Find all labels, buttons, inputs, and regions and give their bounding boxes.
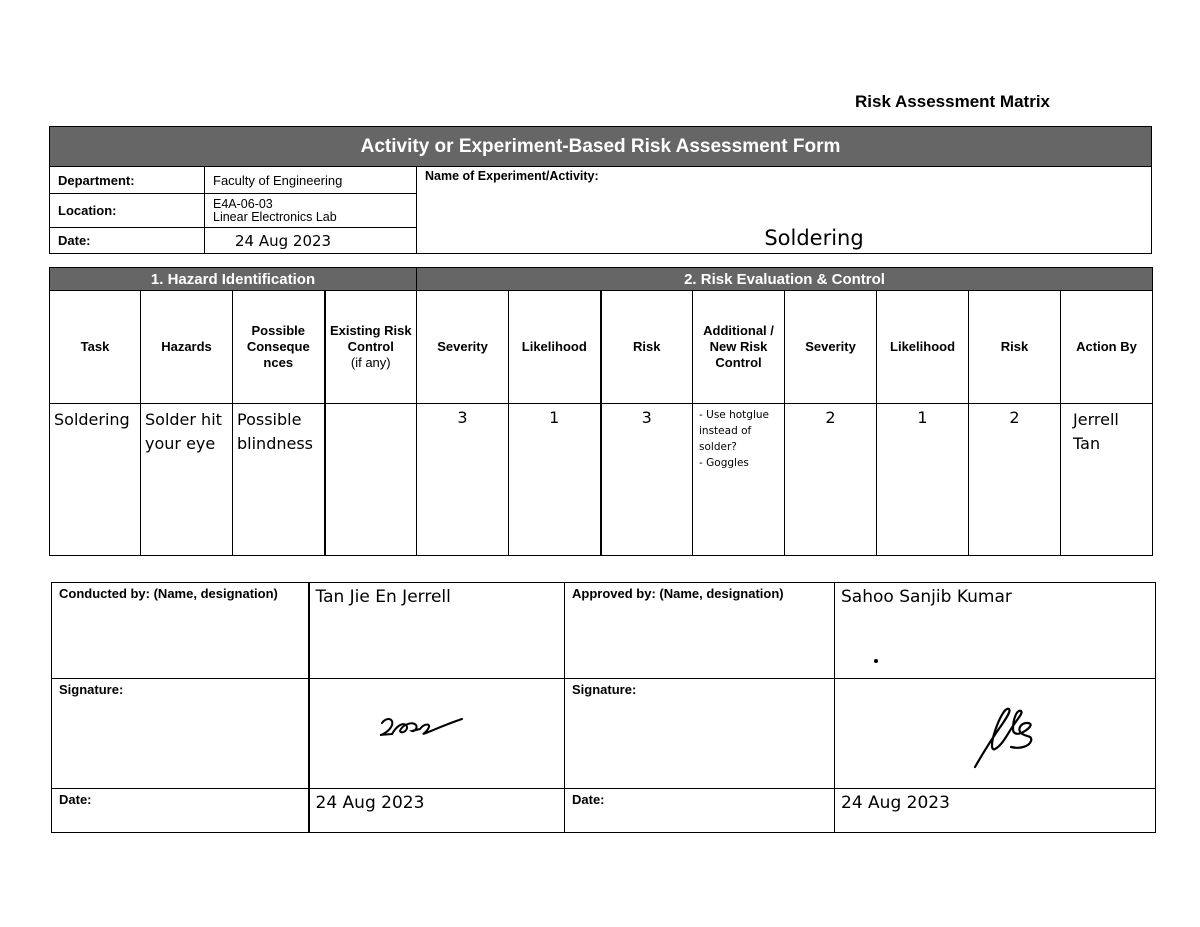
approved-by-value: Sahoo Sanjib Kumar [841, 587, 1012, 607]
header-likelihood-1: Likelihood [509, 291, 601, 404]
header-additional-control: Additional / New Risk Control [693, 291, 785, 404]
row-hazards: Solder hit your eye [145, 410, 222, 453]
form-meta [50, 167, 417, 253]
signoff-table [51, 582, 1156, 833]
row-additional-control [693, 404, 784, 474]
approved-signature-image [969, 701, 1041, 773]
row-existing-control [326, 404, 417, 408]
conducted-signature-image [376, 713, 468, 743]
experiment-cell [417, 167, 1151, 253]
location-label: Location: [50, 194, 205, 227]
department-value: Faculty of Engineering [213, 172, 343, 188]
ink-dot [874, 659, 878, 663]
table-row [50, 404, 1153, 556]
additional-control-item-2: - Goggles [699, 457, 749, 469]
additional-control-item-1: - Use hotglue instead of solder? [699, 409, 769, 453]
header-likelihood-2: Likelihood [877, 291, 969, 404]
row-risk-1: 3 [641, 408, 652, 427]
row-risk-2: 2 [1009, 408, 1020, 427]
header-existing-control [325, 291, 417, 404]
department-label: Department: [50, 167, 205, 193]
date-label-left: Date: [59, 792, 92, 807]
existing-control-note: (if any) [350, 355, 391, 370]
date-value-left: 24 Aug 2023 [315, 793, 425, 813]
row-task: Soldering [54, 410, 130, 429]
approved-by-label: Approved by: (Name, designation) [572, 586, 784, 601]
conducted-by-label: Conducted by: (Name, designation) [59, 586, 278, 601]
conducted-by-value: Tan Jie En Jerrell [315, 587, 451, 607]
signature-cell-conducted [309, 679, 565, 789]
header-hazards: Hazards [141, 291, 233, 404]
row-likelihood-1: 1 [549, 408, 560, 427]
experiment-label: Name of Experiment/Activity: [425, 169, 599, 183]
signature-cell-approved [835, 679, 1156, 789]
date-label: Date: [50, 228, 205, 253]
date-row [50, 228, 416, 253]
date-value-right: 24 Aug 2023 [841, 793, 950, 813]
form-header [49, 126, 1152, 254]
section-hazard-identification: 1. Hazard Identification [50, 268, 417, 291]
date-value: 24 Aug 2023 [235, 231, 332, 250]
row-action-by: Jerrell Tan [1073, 410, 1119, 453]
form-title: Activity or Experiment-Based Risk Assessment Form [50, 127, 1151, 167]
header-severity-1: Severity [417, 291, 509, 404]
row-severity-1: 3 [457, 408, 468, 427]
location-value [205, 194, 416, 227]
header-risk-2: Risk [969, 291, 1061, 404]
row-consequences: Possible blindness [237, 410, 313, 453]
header-consequences: Possible Conseque nces [233, 291, 325, 404]
header-action-by: Action By [1061, 291, 1153, 404]
header-risk-1: Risk [601, 291, 693, 404]
section-risk-evaluation: 2. Risk Evaluation & Control [417, 268, 1153, 291]
signature-label-left: Signature: [59, 682, 124, 697]
risk-table [49, 267, 1153, 556]
signature-label-right: Signature: [572, 682, 637, 697]
document-title: Risk Assessment Matrix [855, 92, 1050, 111]
location-row [50, 194, 416, 228]
header-task: Task [50, 291, 141, 404]
location-room: E4A-06-03 [213, 196, 273, 211]
experiment-value: Soldering [764, 226, 864, 250]
department-row [50, 167, 416, 194]
header-severity-2: Severity [785, 291, 877, 404]
row-likelihood-2: 1 [917, 408, 928, 427]
location-lab: Linear Electronics Lab [213, 209, 337, 224]
existing-control-title: Existing Risk Control [329, 323, 412, 354]
row-severity-2: 2 [825, 408, 836, 427]
date-label-right: Date: [572, 792, 605, 807]
